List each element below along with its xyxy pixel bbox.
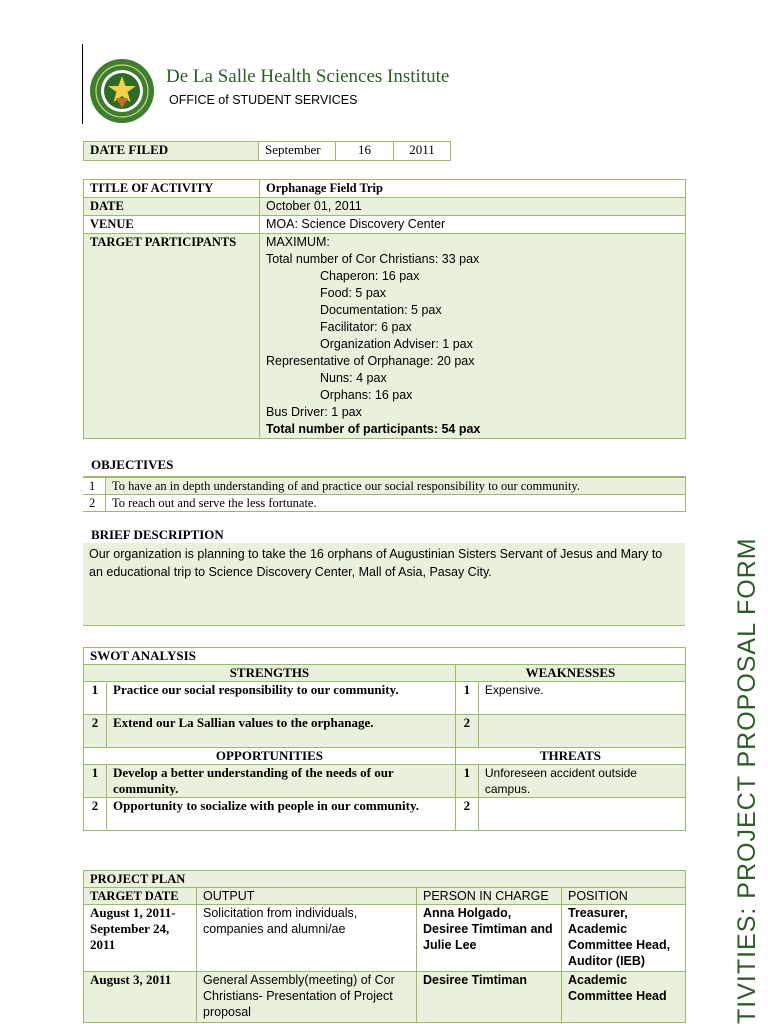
weaknesses-header: WEAKNESSES (455, 665, 685, 682)
date-filed-day: 16 (336, 142, 394, 161)
threat-number: 1 (455, 765, 478, 798)
title-value: Orphanage Field Trip (260, 180, 686, 198)
venue-value: MOA: Science Discovery Center (260, 216, 686, 234)
header-rule (82, 44, 83, 124)
objective-text: To reach out and serve the less fortunate. (106, 495, 686, 512)
weakness-number: 2 (455, 715, 478, 748)
participants-line: Documentation: 5 pax (320, 303, 442, 317)
objectives-table (83, 476, 686, 512)
participants-line: MAXIMUM: (266, 235, 330, 249)
swot-table (83, 647, 686, 831)
project-plan-title: PROJECT PLAN (84, 871, 686, 888)
participants-line: Chaperon: 16 pax (320, 269, 420, 283)
swot-title: SWOT ANALYSIS (84, 648, 686, 665)
institution-name: De La Salle Health Sciences Institute (166, 66, 450, 87)
threat-text (478, 798, 685, 831)
plan-position: Treasurer, Academic Committee Head, Auditor (IEB) (562, 905, 686, 972)
date-filed-table (83, 141, 451, 161)
threats-header: THREATS (455, 748, 685, 765)
opportunity-text: Opportunity to socialize with people in our community. (107, 798, 456, 831)
objective-number: 1 (83, 477, 106, 495)
weakness-number: 1 (455, 682, 478, 715)
participants-label: TARGET PARTICIPANTS (84, 234, 260, 439)
project-plan-table (83, 870, 686, 1023)
plan-position: Academic Committee Head (562, 972, 686, 1023)
objective-text: To have an in depth understanding of and practice our social responsibility to our community. (106, 477, 686, 495)
opportunity-number: 1 (84, 765, 107, 798)
weakness-text: Expensive. (478, 682, 685, 715)
participants-total: Total number of participants: 54 pax (266, 422, 481, 436)
date-filed-year: 2011 (394, 142, 451, 161)
participants-line: Orphans: 16 pax (320, 388, 413, 402)
plan-person: Desiree Timtiman (417, 972, 562, 1023)
strength-number: 1 (84, 682, 107, 715)
office-name: OFFICE of STUDENT SERVICES (169, 93, 358, 107)
institute-seal-logo (89, 58, 155, 124)
participants-line: Organization Adviser: 1 pax (320, 337, 473, 351)
plan-output: General Assembly(meeting) of Cor Christians- Presentation of Project proposal (197, 972, 417, 1023)
plan-output: Solicitation from individuals, companies and alumni/ae (197, 905, 417, 972)
date-filed-month: September (259, 142, 336, 161)
strength-number: 2 (84, 715, 107, 748)
threat-text: Unforeseen accident outside campus. (478, 765, 685, 798)
participants-line: Facilitator: 6 pax (320, 320, 412, 334)
plan-target-date: August 1, 2011- September 24, 2011 (84, 905, 197, 972)
opportunity-text: Develop a better understanding of the needs of our community. (107, 765, 456, 798)
activity-table (83, 179, 686, 439)
strength-text: Practice our social responsibility to our community. (107, 682, 456, 715)
date-value: October 01, 2011 (260, 198, 686, 216)
title-label: TITLE OF ACTIVITY (84, 180, 260, 198)
brief-description-title: BRIEF DESCRIPTION (91, 527, 224, 542)
weakness-text (478, 715, 685, 748)
objective-number: 2 (83, 495, 106, 512)
plan-target-date: August 3, 2011 (84, 972, 197, 1023)
plan-header-output: OUTPUT (197, 888, 417, 905)
opportunities-header: OPPORTUNITIES (84, 748, 456, 765)
plan-header-position: POSITION (562, 888, 686, 905)
threat-number: 2 (455, 798, 478, 831)
strength-text: Extend our La Sallian values to the orphanage. (107, 715, 456, 748)
date-filed-label: DATE FILED (84, 142, 259, 161)
participants-line: Nuns: 4 pax (320, 371, 387, 385)
participants-line: Bus Driver: 1 pax (266, 405, 362, 419)
strengths-header: STRENGTHS (84, 665, 456, 682)
plan-header-target-date: TARGET DATE (84, 888, 197, 905)
participants-line: Total number of Cor Christians: 33 pax (266, 252, 480, 266)
plan-header-person: PERSON IN CHARGE (417, 888, 562, 905)
venue-label: VENUE (84, 216, 260, 234)
vertical-form-title: TIVITIES: PROJECT PROPOSAL FORM (733, 537, 761, 1024)
participants-list (260, 234, 686, 439)
plan-person: Anna Holgado, Desiree Timtiman and Julie Lee (417, 905, 562, 972)
opportunity-number: 2 (84, 798, 107, 831)
date-label: DATE (84, 198, 260, 216)
participants-line: Food: 5 pax (320, 286, 387, 300)
objectives-title: OBJECTIVES (91, 457, 174, 472)
participants-line: Representative of Orphanage: 20 pax (266, 354, 475, 368)
brief-description-text: Our organization is planning to take the 16 orphans of Augustinian Sisters Servant of Jesus and Mary to an educational trip to Science Discovery Center, Mall of Asia, Pasay City. (83, 543, 685, 626)
